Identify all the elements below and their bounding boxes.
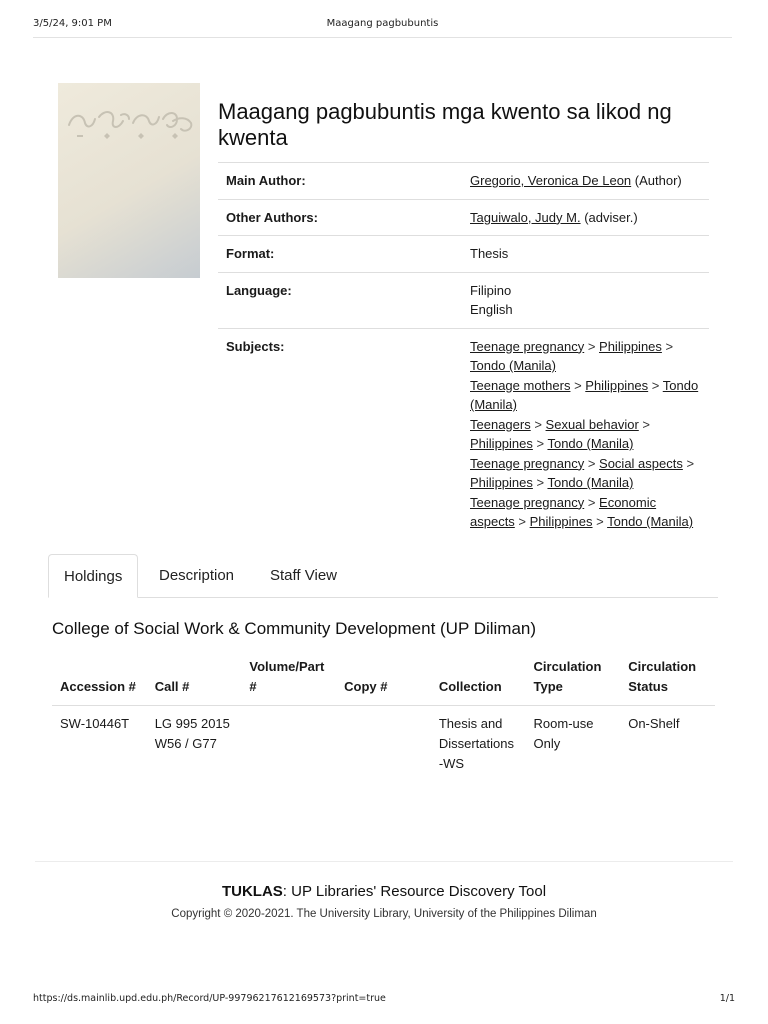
subject-link[interactable]: Tondo (Manila) <box>470 358 556 373</box>
subject-link[interactable]: Teenagers <box>470 416 531 432</box>
copy-cell <box>336 706 431 783</box>
subject-link[interactable]: Teenage mothers <box>470 377 571 393</box>
print-url: https://ds.mainlib.upd.edu.ph/Record/UP-99796217612169573?print=true <box>33 993 386 1004</box>
main-author-label: Main Author: <box>218 163 462 200</box>
book-cover-image <box>58 83 200 278</box>
print-page-number: 1/1 <box>719 993 735 1004</box>
detail-row-language <box>218 272 709 328</box>
subject-link[interactable]: Tondo (Manila) <box>607 514 694 529</box>
language-item: Filipino <box>470 282 512 298</box>
detail-row-format <box>218 236 709 273</box>
holdings-table <box>52 655 715 782</box>
subject-heading <box>470 415 701 454</box>
subject-separator: > <box>592 514 608 529</box>
tab-description[interactable]: Description <box>159 567 235 584</box>
subject-link[interactable]: Teenage pregnancy <box>470 338 585 354</box>
col-call-number: Call # <box>147 655 242 706</box>
print-datetime: 3/5/24, 9:01 PM <box>33 18 112 29</box>
col-volume-part: Volume/Part # <box>241 655 336 706</box>
format-value: Thesis <box>462 236 709 273</box>
subject-separator: > <box>584 455 600 471</box>
footer-tagline: : UP Libraries' Resource Discovery Tool <box>282 883 547 900</box>
subjects-value <box>462 328 709 540</box>
subjects-label: Subjects: <box>218 328 462 540</box>
subject-link[interactable]: Social aspects <box>599 455 683 471</box>
col-copy: Copy # <box>336 655 431 706</box>
subject-separator: > <box>532 436 548 451</box>
language-value <box>462 272 709 328</box>
subject-heading <box>470 337 701 376</box>
footer-brand: TUKLAS <box>221 883 283 900</box>
language-label: Language: <box>218 272 462 328</box>
subject-link[interactable]: Tondo (Manila) <box>547 436 634 451</box>
subject-heading <box>470 493 701 532</box>
collection-cell: Thesis and Dissertations -WS <box>438 716 514 771</box>
detail-row-other-authors <box>218 199 709 236</box>
subject-separator: > <box>532 475 548 490</box>
subject-separator: > <box>584 338 600 354</box>
holdings-header-row <box>52 655 715 706</box>
subject-separator: > <box>514 514 530 529</box>
baybayin-logo-icon <box>63 103 198 143</box>
footer-copyright: Copyright © 2020-2021. The University Library, University of the Philippines Diliman <box>171 908 597 920</box>
subject-link[interactable]: Philippines <box>529 514 593 529</box>
subject-heading <box>470 454 701 493</box>
footer-divider <box>35 861 733 862</box>
record-tabs <box>48 554 718 598</box>
holdings-location-heading: College of Social Work & Community Development (UP Diliman) <box>52 619 537 638</box>
record-details-table <box>218 162 709 540</box>
subject-separator: > <box>570 377 586 393</box>
subject-link[interactable]: Teenage pregnancy <box>470 455 585 471</box>
detail-row-main-author <box>218 163 709 200</box>
col-collection: Collection <box>431 655 526 706</box>
subject-separator: > <box>638 416 650 432</box>
subject-link[interactable]: Tondo (Manila) <box>470 377 699 412</box>
subject-separator: > <box>584 494 600 510</box>
subject-link[interactable]: Tondo (Manila) <box>547 475 634 490</box>
subject-separator: > <box>661 338 674 354</box>
detail-row-subjects <box>218 328 709 540</box>
format-label: Format: <box>218 236 462 273</box>
subject-link[interactable]: Sexual behavior <box>545 416 639 432</box>
print-footer <box>33 993 735 1004</box>
subject-link[interactable]: Philippines <box>470 436 533 451</box>
subject-heading <box>470 376 701 415</box>
tab-holdings[interactable]: Holdings <box>48 554 138 598</box>
footer-title <box>0 883 768 900</box>
volume-part-cell <box>241 706 336 783</box>
tab-staff-view[interactable]: Staff View <box>270 567 337 584</box>
col-accession: Accession # <box>52 655 147 706</box>
subject-link[interactable]: Philippines <box>599 338 662 354</box>
subject-separator: > <box>530 416 546 432</box>
col-circulation-status: Circulation Status <box>620 655 715 706</box>
col-circulation-type: Circulation Type <box>526 655 621 706</box>
main-author-value <box>462 163 709 200</box>
other-author-link[interactable]: Taguiwalo, Judy M. <box>470 209 581 225</box>
accession-cell: SW-10446T <box>60 716 130 731</box>
subject-link[interactable]: Economic aspects <box>470 494 657 529</box>
subject-link[interactable]: Philippines <box>585 377 649 393</box>
subject-separator: > <box>648 377 663 393</box>
main-author-link[interactable]: Gregorio, Veronica De Leon <box>470 173 632 188</box>
other-authors-value <box>462 199 709 236</box>
subject-link[interactable]: Teenage pregnancy <box>470 494 585 510</box>
main-author-role: (Author) <box>634 173 682 188</box>
table-row <box>52 706 715 783</box>
other-authors-label: Other Authors: <box>218 199 462 236</box>
print-header <box>33 18 732 38</box>
subject-separator: > <box>682 455 695 471</box>
language-item: English <box>470 302 513 317</box>
call-number-cell: LG 995 2015 W56 / G77 <box>154 716 230 751</box>
print-page-title: Maagang pagbubuntis <box>326 18 439 29</box>
circulation-type-cell: Room-use Only <box>533 716 594 751</box>
other-author-role: (adviser.) <box>584 209 638 225</box>
subject-link[interactable]: Philippines <box>470 475 533 490</box>
record-title: Maagang pagbubuntis mga kwento sa likod ng kwenta <box>218 99 672 150</box>
circulation-status-cell: On-Shelf <box>628 716 680 731</box>
